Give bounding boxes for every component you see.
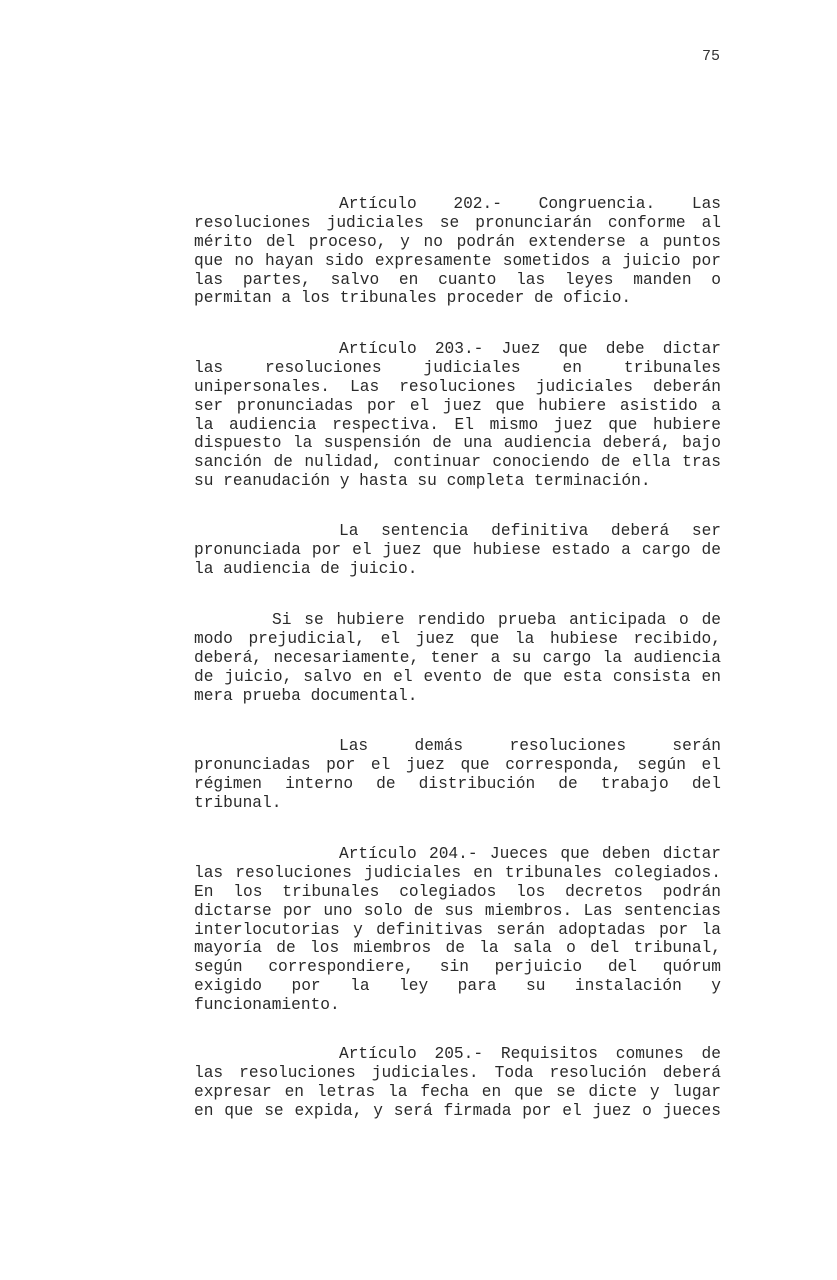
text-line: las resoluciones judiciales. Toda resolución deberá: [194, 1063, 721, 1082]
text-line: interlocutorias y definitivas serán adoptadas por la: [194, 920, 721, 939]
text-line: las resoluciones judiciales en tribunales colegiados.: [194, 863, 721, 882]
text-line: Artículo 203.- Juez que debe dictar: [339, 340, 721, 358]
paragraph-art204: [194, 845, 721, 1015]
text-line: Las demás resoluciones serán: [339, 737, 721, 755]
text-line: ser pronunciadas por el juez que hubiere asistido a: [194, 396, 721, 415]
text-line: la audiencia respectiva. El mismo juez que hubiere: [194, 415, 721, 434]
text-line: deberá, necesariamente, tener a su cargo la audiencia: [194, 648, 721, 667]
paragraph-art202: [194, 195, 721, 308]
page-number: 75: [701, 48, 720, 65]
text-line: mérito del proceso, y no podrán extenderse a puntos: [194, 232, 721, 251]
text-line: su reanudación y hasta su completa terminación.: [194, 472, 651, 491]
paragraph-art203-p4: [194, 737, 721, 813]
paragraph-art203-p3: [194, 611, 721, 705]
text-line: En los tribunales colegiados los decretos podrán: [194, 882, 721, 901]
text-line: sanción de nulidad, continuar conociendo de ella tras: [194, 453, 721, 472]
text-line: que no hayan sido expresamente sometidos a juicio por: [194, 251, 721, 270]
text-line: permitan a los tribunales proceder de oficio.: [194, 289, 632, 308]
text-line: las partes, salvo en cuanto las leyes manden o: [194, 270, 721, 289]
text-line: mera prueba documental.: [194, 686, 418, 705]
text-line: expresar en letras la fecha en que se dicte y lugar: [194, 1082, 721, 1101]
text-line: régimen interno de distribución de trabajo del: [194, 774, 721, 793]
text-line: tribunal.: [194, 793, 282, 812]
text-line: la audiencia de juicio.: [194, 559, 418, 578]
paragraph-art203: [194, 340, 721, 491]
text-line: modo prejudicial, el juez que la hubiese recibido,: [194, 629, 721, 648]
text-line: según correspondiere, sin perjuicio del quórum: [194, 958, 721, 977]
text-line: las resoluciones judiciales en tribunales: [194, 358, 721, 377]
text-line: Artículo 205.- Requisitos comunes de: [339, 1045, 721, 1063]
text-line: dictarse por uno solo de sus miembros. Las sentencias: [194, 901, 721, 920]
paragraph-art205: [194, 1045, 721, 1121]
text-line: La sentencia definitiva deberá ser: [339, 522, 721, 540]
text-line: Si se hubiere rendido prueba anticipada o de: [272, 611, 721, 629]
text-line: de juicio, salvo en el evento de que esta consista en: [194, 667, 721, 686]
text-line: Artículo 202.- Congruencia. Las: [339, 195, 721, 213]
text-line: unipersonales. Las resoluciones judiciales deberán: [194, 377, 721, 396]
text-line: resoluciones judiciales se pronunciarán conforme al: [194, 213, 721, 232]
text-line: exigido por la ley para su instalación y: [194, 977, 721, 996]
text-line: en que se expida, y será firmada por el juez o jueces: [194, 1101, 721, 1120]
text-line: Artículo 204.- Jueces que deben dictar: [339, 845, 721, 863]
text-line: mayoría de los miembros de la sala o del tribunal,: [194, 939, 721, 958]
text-line: pronunciadas por el juez que corresponda, según el: [194, 755, 721, 774]
text-line: pronunciada por el juez que hubiese estado a cargo de: [194, 540, 721, 559]
paragraph-art203-p2: [194, 522, 721, 579]
text-line: dispuesto la suspensión de una audiencia deberá, bajo: [194, 434, 721, 453]
text-line: funcionamiento.: [194, 996, 340, 1015]
